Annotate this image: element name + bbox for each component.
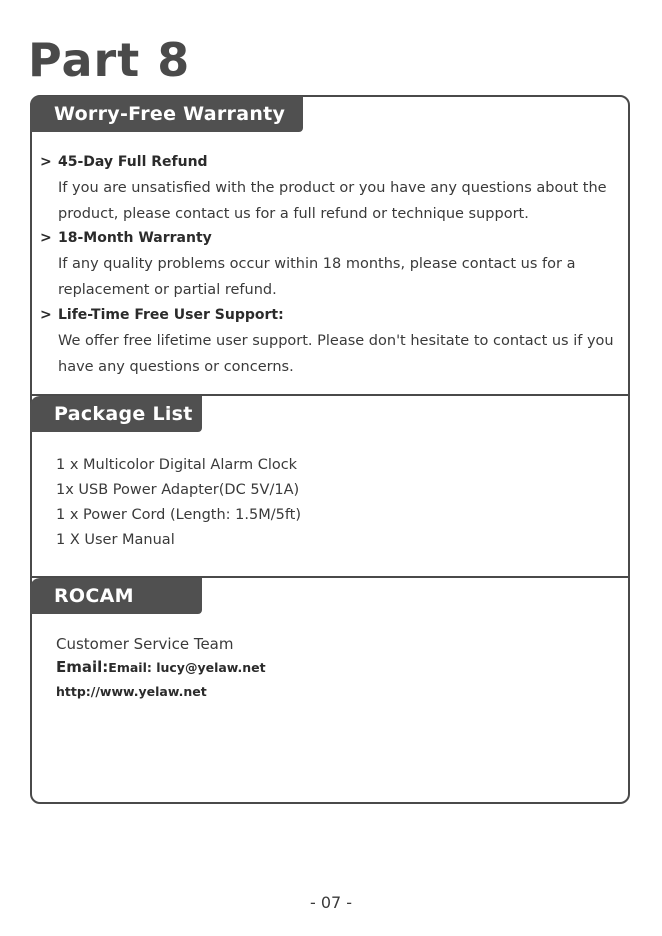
- section-tab-package: Package List: [30, 396, 202, 432]
- page-number: - 07 -: [309, 893, 353, 912]
- warranty-item-refund-line-2: product, please contact us for a full refund or technique support.: [58, 206, 529, 222]
- warranty-item-refund-heading: [40, 152, 208, 172]
- warranty-item-lifetime-line-2: have any questions or concerns.: [58, 359, 294, 375]
- warranty-item-lifetime-heading: [40, 305, 284, 325]
- website-link[interactable]: http://www.yelaw.net: [56, 684, 207, 699]
- section-tab-brand: ROCAM: [30, 578, 202, 614]
- section-tab-warranty: Worry-Free Warranty: [30, 96, 303, 132]
- email-label: Email:: [56, 658, 109, 676]
- warranty-item-refund-line-1: If you are unsatisfied with the product or you have any questions about the: [58, 180, 607, 196]
- customer-service-team: Customer Service Team: [56, 635, 234, 653]
- package-item: 1 x Multicolor Digital Alarm Clock: [56, 457, 298, 473]
- package-item: 1x USB Power Adapter(DC 5V/1A): [56, 482, 300, 498]
- warranty-item-18month-line-1: If any quality problems occur within 18 months, please contact us for a: [58, 256, 576, 272]
- heading-text: Life-Time Free User Support:: [58, 307, 284, 323]
- heading-text: 18-Month Warranty: [58, 230, 212, 246]
- warranty-item-lifetime-line-1: We offer free lifetime user support. Please don't hesitate to contact us if you: [58, 333, 614, 349]
- part-title: Part 8: [28, 33, 191, 87]
- warranty-item-18month-line-2: replacement or partial refund.: [58, 282, 277, 298]
- email-value[interactable]: Email: lucy@yelaw.net: [108, 660, 266, 675]
- heading-text: 45-Day Full Refund: [58, 154, 208, 170]
- package-item: 1 x Power Cord (Length: 1.5M/5ft): [56, 507, 302, 523]
- email-line: [56, 658, 266, 676]
- bullet-marker: >: [40, 154, 52, 170]
- bullet-marker: >: [40, 230, 52, 246]
- package-item: 1 X User Manual: [56, 532, 175, 548]
- bullet-marker: >: [40, 307, 52, 323]
- warranty-item-18month-heading: [40, 228, 212, 248]
